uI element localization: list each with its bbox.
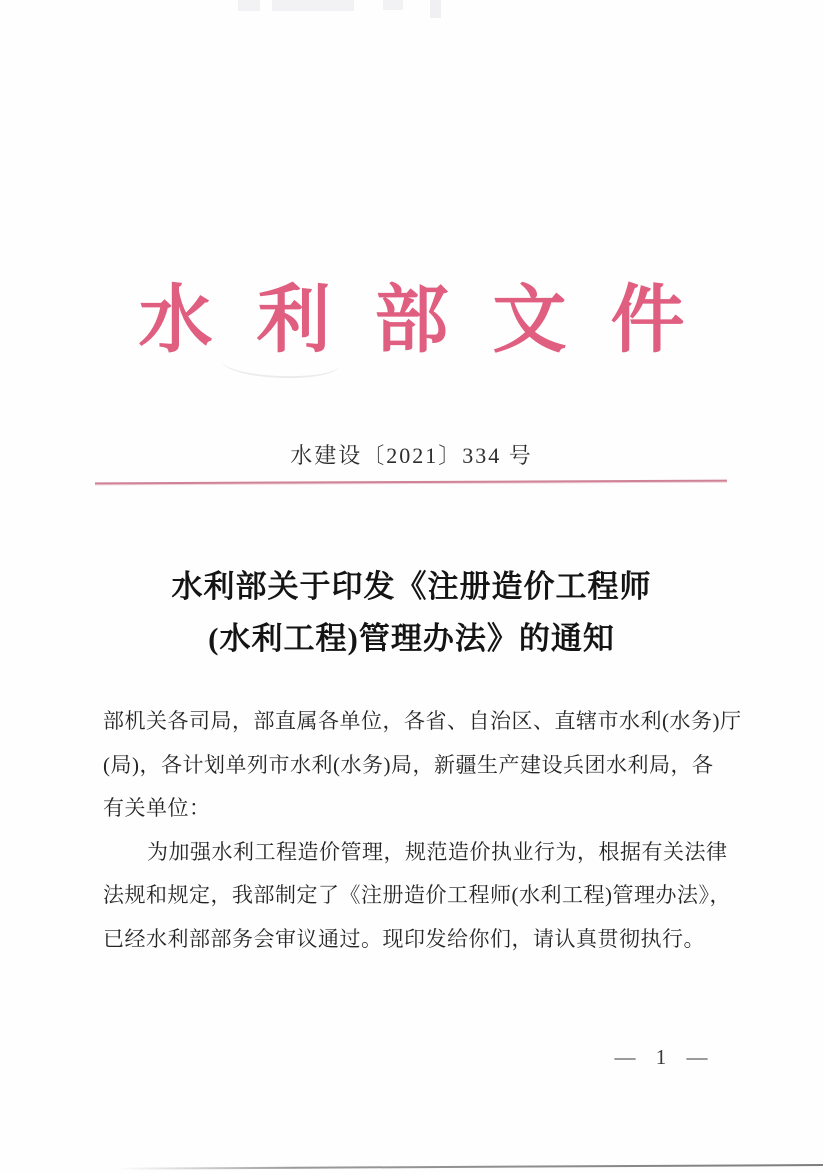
body-line: 已经水利部部务会审议通过。现印发给你们，请认真贯彻执行。 (103, 926, 705, 951)
scan-artifact (272, 0, 354, 11)
document-number: 水建设〔2021〕334 号 (290, 443, 533, 468)
body-line: 部机关各司局，部直属各单位，各省、自治区、直辖市水利(水务)厅 (103, 709, 742, 733)
body-text (103, 700, 742, 961)
body-line: (局)，各计划单列市水利(水务)局，新疆生产建设兵团水利局，各 (103, 752, 714, 777)
scan-artifact (430, 0, 441, 18)
scan-edge-line (118, 1164, 823, 1170)
scan-artifact (383, 0, 403, 10)
agency-header-title: 水利部文件 (138, 280, 729, 362)
page-number: — 1 — (614, 1045, 712, 1069)
scan-artifact (238, 0, 260, 11)
notice-title (0, 561, 823, 665)
body-line: 有关单位： (103, 796, 211, 820)
body-line: 为加强水利工程造价管理，规范造价执业行为，根据有关法律 (147, 839, 728, 864)
notice-title-line2: (水利工程)管理办法》的通知 (208, 621, 615, 656)
notice-title-line1: 水利部关于印发《注册造价工程师 (171, 569, 652, 604)
red-divider-line (95, 480, 727, 485)
body-line: 法规和规定，我部制定了《注册造价工程师(水利工程)管理办法》， (103, 883, 731, 907)
